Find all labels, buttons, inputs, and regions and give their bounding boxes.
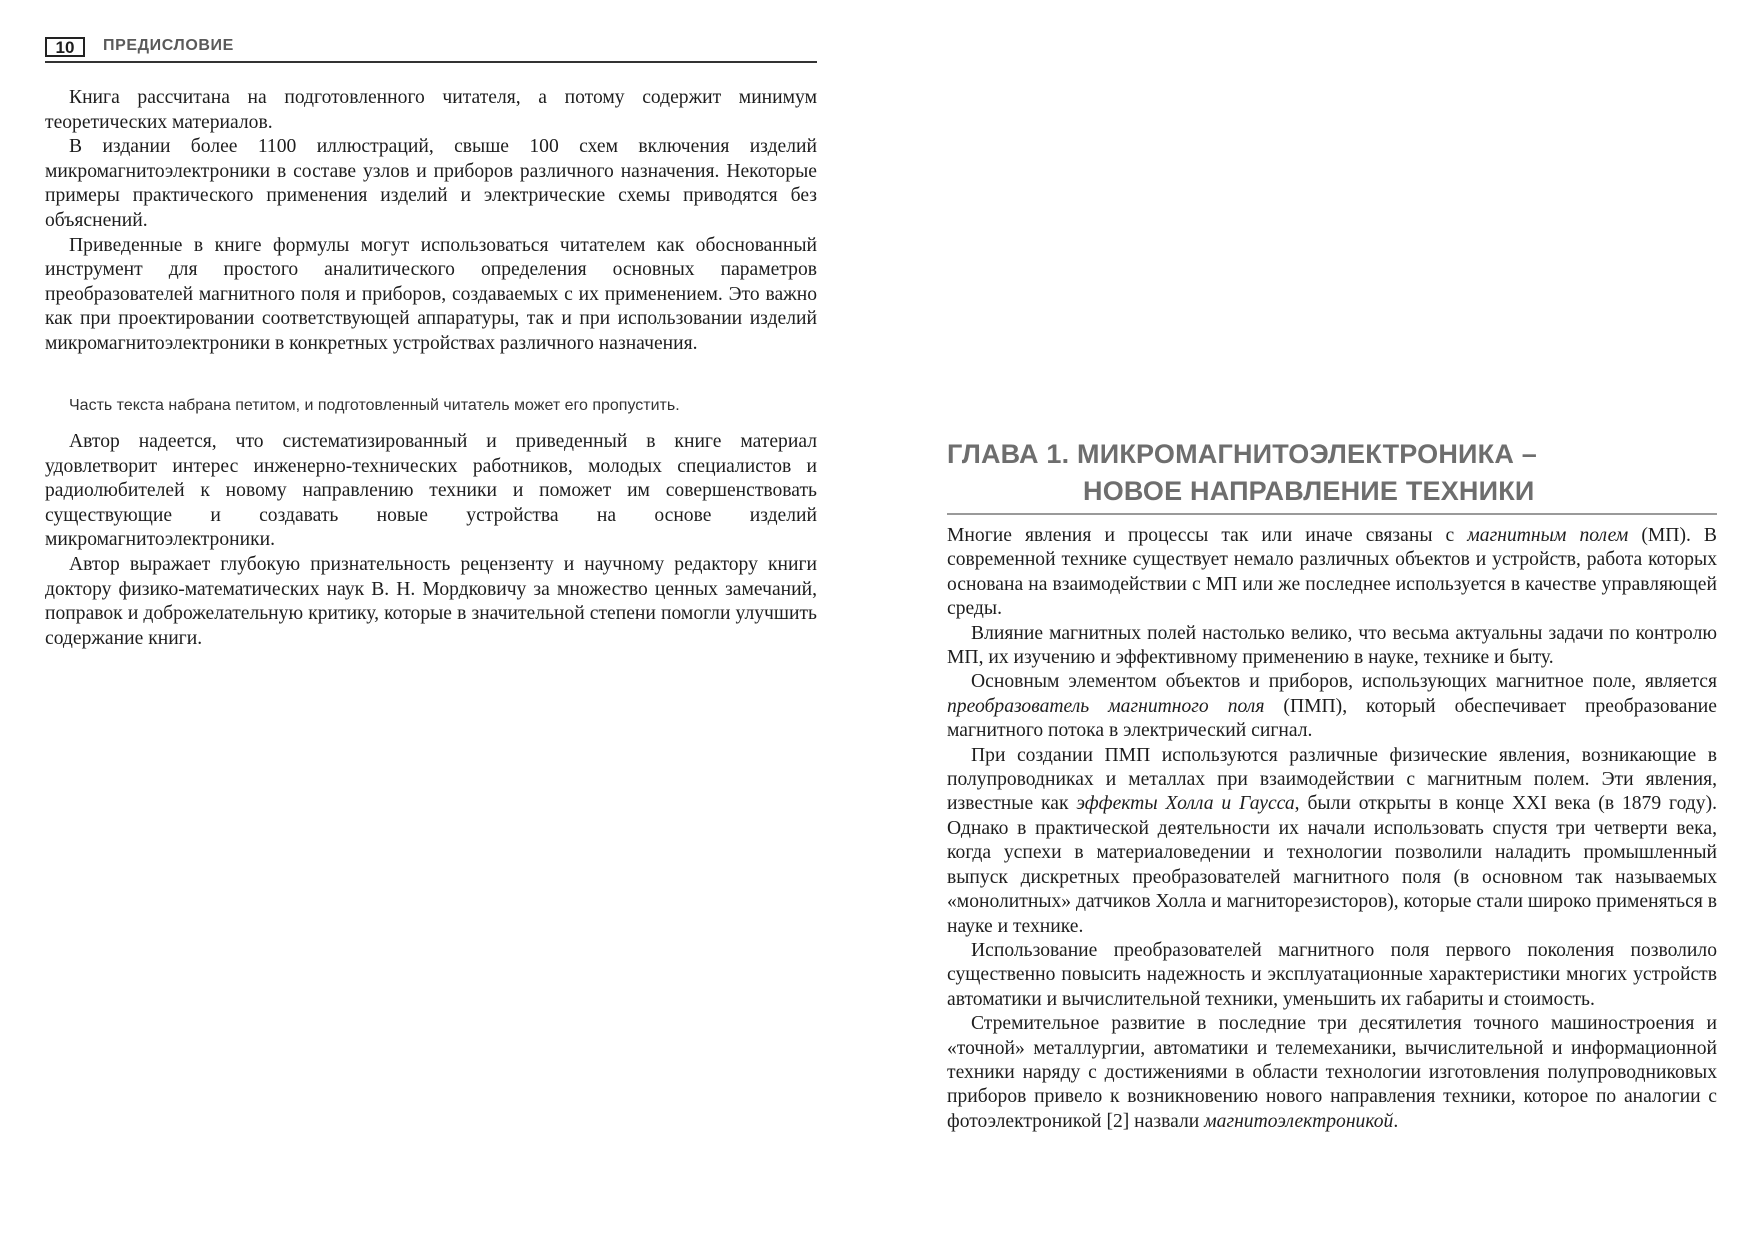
chapter-text-block	[947, 524, 1717, 1134]
preface-paragraph: Приведенные в книге формулы могут использоваться читателем как обоснованный инструмент для простого аналитического определения основных параметров преобразователей магнитного поля и приборов, создаваемых с их применением. Это важно как при проектировании соответствующей аппаратуры, так и при использовании изделий микромагнитоэлектроники в конкретных устройствах различного назначения.	[45, 234, 817, 354]
preface-paragraph: Автор выражает глубокую признательность рецензенту и научному редактору книги доктору физико-математических наук В. Н. Мордковичу за множество ценных замечаний, поправок и доброжелательную критику, которые в значительной степени помогли улучшить содержание книги.	[45, 553, 817, 649]
text-run: Стремительное развитие в последние три десятилетия точного машиностроения и «точной» металлургии, автоматики и телемеханики, вычислительной и информационной техники наряду с достижениями в области технологии изготовления полупроводниковых приборов привело к возникновению нового направления техники, которое по аналогии с фотоэлектроникой [2] назвали	[947, 1013, 1717, 1132]
text-run: , были открыты в конце XXI века (в 1879 году). Однако в практической деятельности их начали использовать спустя три четверти века, когда успехи в материаловедении и технологии позволили наладить промышленный выпуск дискретных преобразователей магнитного поля (в основном так называемых «монолитных» датчиков Холла и магниторезисторов), которые стали широко применяться в науке и технике.	[947, 793, 1717, 937]
text-run: .	[1393, 1110, 1399, 1132]
page-number: 10	[45, 37, 85, 57]
text-run: (ПМП), который обеспечивает преобразование магнитного потока в электрический сигнал.	[947, 695, 1717, 742]
emphasis-term: эффекты Холла и Гаусса	[1076, 793, 1295, 815]
chapter-paragraph	[947, 744, 1717, 939]
chapter-paragraph	[947, 524, 1717, 622]
chapter-title-line1: ГЛАВА 1. МИКРОМАГНИТОЭЛЕКТРОНИКА –	[947, 439, 1537, 469]
chapter-paragraph: Использование преобразователей магнитного поля первого поколения позволило существенно повысить надежность и эксплуатационные характеристики многих устройств автоматики и вычислительной техники, уменьшить их габариты и стоимость.	[947, 939, 1717, 1010]
chapter-divider	[947, 513, 1717, 515]
right-page	[877, 0, 1755, 1240]
petit-note: Часть текста набрана петитом, и подготовленный читатель может его пропустить.	[69, 397, 680, 414]
chapter-paragraph	[947, 670, 1717, 743]
left-page	[0, 0, 877, 1240]
text-run: (МП). В современной технике существует немало различных объектов и устройств, работа которых основана на взаимодействии с МП или же последнее используется в качестве управляющей среды.	[947, 525, 1717, 620]
preface-paragraph: Автор надеется, что систематизированный и приведенный в книге материал удовлетворит интерес инженерно-технических работников, молодых специалистов и радиолюбителей к новому направлению техники и поможет им совершенствовать существующие и создавать новые устройства на основе изделий микромагнитоэлектроники.	[45, 431, 817, 551]
chapter-paragraph	[947, 1012, 1717, 1134]
preface-paragraph: В издании более 1100 иллюстраций, свыше 100 схем включения изделий микромагнитоэлектроники в составе узлов и приборов различного назначения. Некоторые примеры практического применения изделий и электрические схемы приводятся без объяснений.	[45, 136, 817, 231]
text-run: Основным элементом объектов и приборов, использующих магнитное поле, является	[971, 671, 1717, 693]
text-run: Многие явления и процессы так или иначе связаны с	[947, 525, 1468, 546]
petit-note-block	[45, 395, 817, 417]
emphasis-term: преобразователь магнитного поля	[947, 695, 1265, 717]
preface-paragraph: Книга рассчитана на подготовленного читателя, а потому содержит минимум теоретических материалов.	[45, 87, 817, 133]
preface-text-block-2	[45, 430, 817, 651]
text-run: При создании ПМП используются различные физические явления, возникающие в полупроводниках и металлах при взаимодействии с магнитным полем. Эти явления, известные как	[947, 744, 1717, 815]
section-name: ПРЕДИСЛОВИЕ	[103, 37, 234, 54]
chapter-paragraph: Влияние магнитных полей настолько велико, что весьма актуальны задачи по контролю МП, их изучению и эффективному применению в науке, технике и быту.	[947, 622, 1717, 669]
emphasis-term: магнитным полем	[1467, 525, 1629, 546]
emphasis-term: магнитоэлектроникой	[1204, 1110, 1394, 1132]
chapter-title	[947, 436, 1717, 510]
chapter-title-line2: НОВОЕ НАПРАВЛЕНИЕ ТЕХНИКИ	[1083, 476, 1535, 506]
preface-text-block	[45, 86, 817, 357]
running-header	[45, 34, 817, 63]
